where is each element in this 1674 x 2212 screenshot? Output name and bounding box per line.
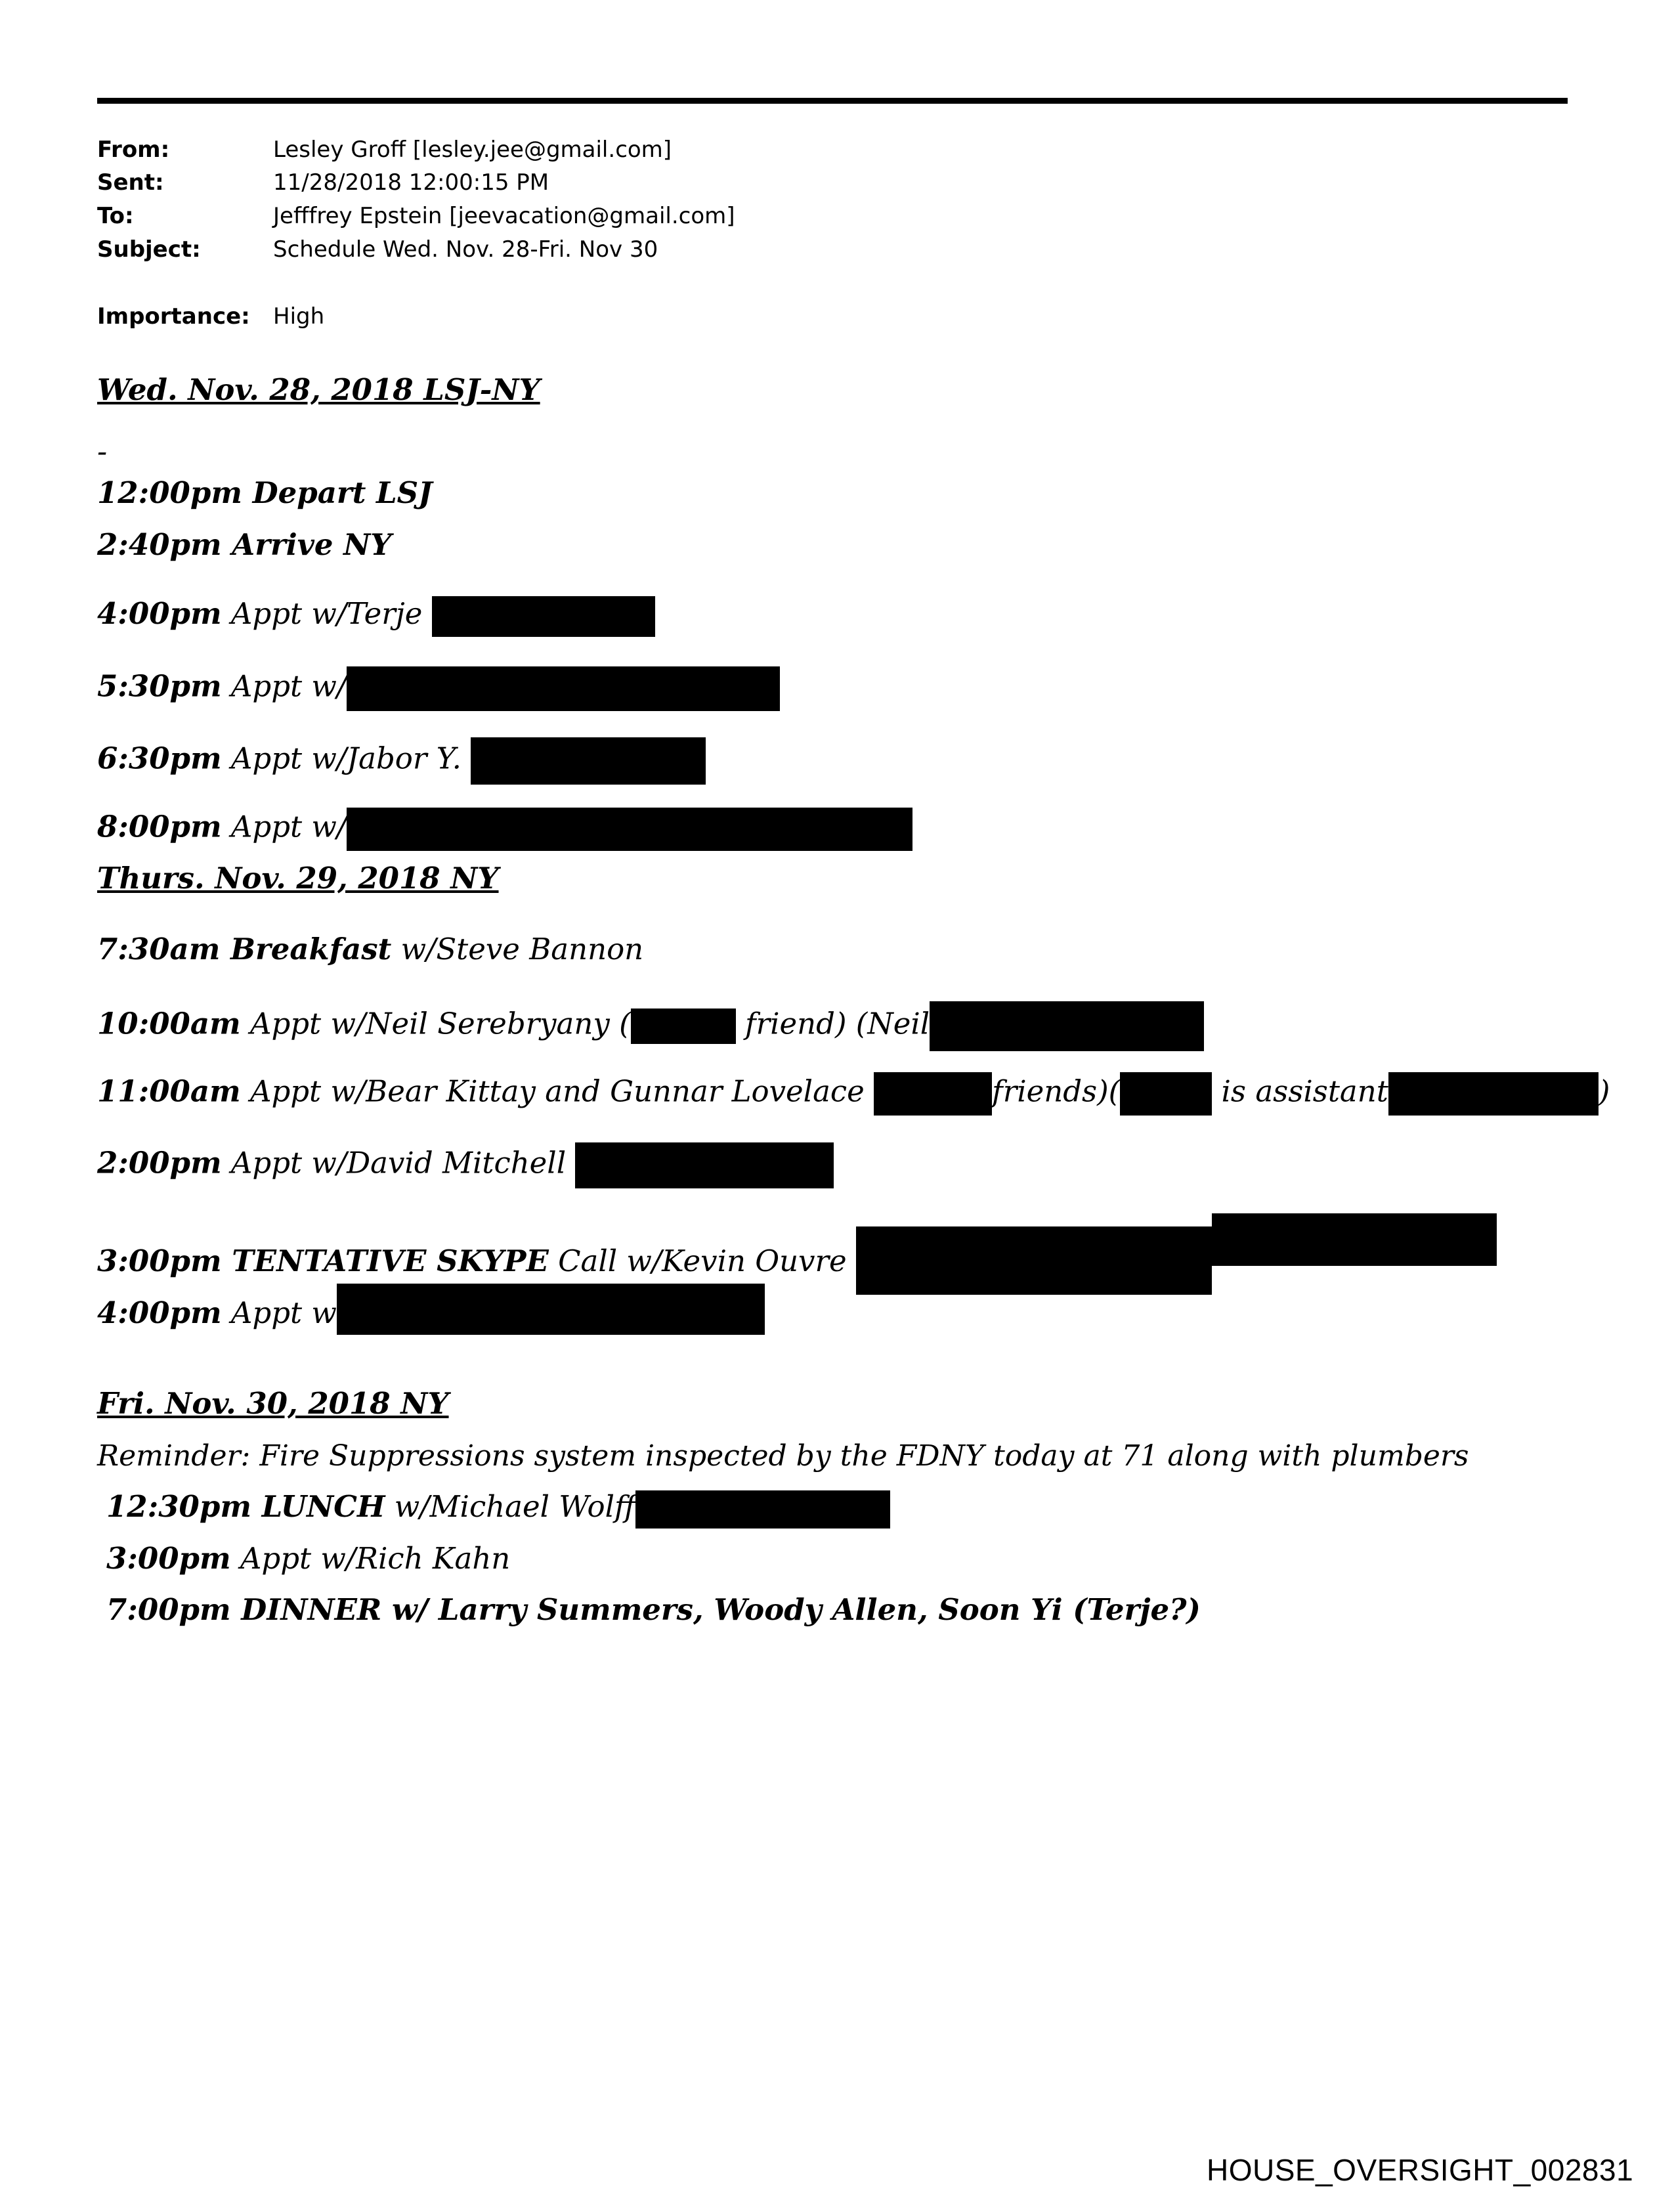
redaction-box (471, 737, 706, 785)
dinner-line-text: 7:00pm DINNER w/ Larry Summers, Woody Allen, Soon Yi (Terje?) (106, 1592, 1201, 1627)
appt-text: Appt w/Rich Kahn (230, 1541, 511, 1576)
redaction-box (337, 1284, 765, 1335)
redaction-box (1120, 1072, 1212, 1116)
schedule-line (97, 1213, 1497, 1295)
bates-number: HOUSE_OVERSIGHT_002831 (1207, 2153, 1634, 2187)
appt-text: Appt w/Bear Kittay and Gunnar Lovelace (240, 1073, 874, 1109)
appt-text: Appt w/Neil Serebryany ( (240, 1006, 631, 1041)
sent-value: 11/28/2018 12:00:15 PM (273, 169, 549, 196)
redaction-box (631, 1008, 736, 1044)
appt-text: Appt w/ (221, 668, 347, 704)
time-label: 10:00am (97, 1006, 241, 1041)
day-heading-thu: Thurs. Nov. 29, 2018 NY (97, 861, 499, 896)
to-value: Jefffrey Epstein [jeevacation@gmail.com] (273, 203, 735, 229)
time-label: 5:30pm (97, 668, 222, 704)
time-label: 6:30pm (97, 741, 222, 776)
appt-text: w/Michael Wolff (385, 1489, 635, 1524)
subject-value: Schedule Wed. Nov. 28-Fri. Nov 30 (273, 236, 658, 263)
schedule-line (97, 1142, 834, 1188)
appt-text: Appt w/Terje (221, 596, 432, 631)
importance-label: Importance: (97, 303, 250, 330)
appt-text: Appt w/ (221, 809, 347, 844)
redaction-box (575, 1142, 834, 1188)
redaction-box (874, 1072, 992, 1116)
appt-text: Call w/Kevin Ouvre (548, 1244, 856, 1278)
appt-text: Appt w (221, 1295, 337, 1330)
redaction-box (1388, 1072, 1599, 1116)
time-label: 11:00am (97, 1073, 241, 1109)
sent-label: Sent: (97, 169, 164, 196)
time-label: 7:30am Breakfast (97, 932, 392, 966)
to-label: To: (97, 203, 134, 229)
from-value: Lesley Groff [lesley.jee@gmail.com] (273, 137, 672, 163)
schedule-line (106, 1488, 890, 1529)
redaction-box (347, 808, 912, 851)
time-label: 12:00pm Depart LSJ (97, 475, 433, 510)
appt-text: Appt w/Jabor Y. (221, 741, 471, 776)
schedule-line (97, 1072, 1610, 1116)
schedule-line (97, 596, 655, 637)
redaction-box (347, 666, 780, 711)
importance-value: High (273, 303, 325, 330)
time-label: 3:00pm TENTATIVE SKYPE (97, 1244, 549, 1278)
redaction-box (856, 1226, 1212, 1295)
dash: - (97, 434, 108, 469)
redaction-box (930, 1001, 1204, 1051)
reminder-text: Reminder: Fire Suppressions system inspected by the FDNY today at 71 along with plumbers (97, 1439, 1469, 1473)
schedule-line (97, 737, 706, 785)
appt-text: friends)( (992, 1073, 1121, 1109)
time-label: 8:00pm (97, 809, 222, 844)
header-rule (97, 98, 1568, 104)
redaction-box (1212, 1213, 1497, 1266)
day-heading-wed: Wed. Nov. 28, 2018 LSJ-NY (97, 372, 540, 407)
schedule-line (97, 1284, 765, 1335)
appt-text: is assistant (1212, 1073, 1388, 1109)
appt-text: ) (1598, 1073, 1610, 1109)
schedule-line (106, 1540, 510, 1577)
time-label: 2:40pm Arrive NY (97, 527, 392, 562)
time-label: 12:30pm LUNCH (106, 1489, 385, 1524)
appt-text: friend) (Neil (735, 1006, 930, 1041)
schedule-line (97, 475, 432, 511)
schedule-line (97, 666, 780, 711)
schedule-line (97, 931, 643, 968)
time-label: 4:00pm (97, 1295, 222, 1330)
appt-text: w/Steve Bannon (391, 932, 644, 966)
schedule-line (97, 808, 912, 851)
day-heading-fri: Fri. Nov. 30, 2018 NY (97, 1386, 449, 1421)
schedule-line (97, 527, 391, 563)
schedule-line (106, 1592, 1201, 1628)
time-label: 3:00pm (106, 1541, 231, 1576)
time-label: 2:00pm (97, 1145, 222, 1181)
redaction-box (432, 596, 655, 637)
redaction-box (635, 1490, 890, 1529)
from-label: From: (97, 137, 170, 163)
subject-label: Subject: (97, 236, 201, 263)
time-label: 4:00pm (97, 596, 222, 631)
appt-text: Appt w/David Mitchell (221, 1145, 576, 1181)
schedule-line (97, 1001, 1204, 1051)
